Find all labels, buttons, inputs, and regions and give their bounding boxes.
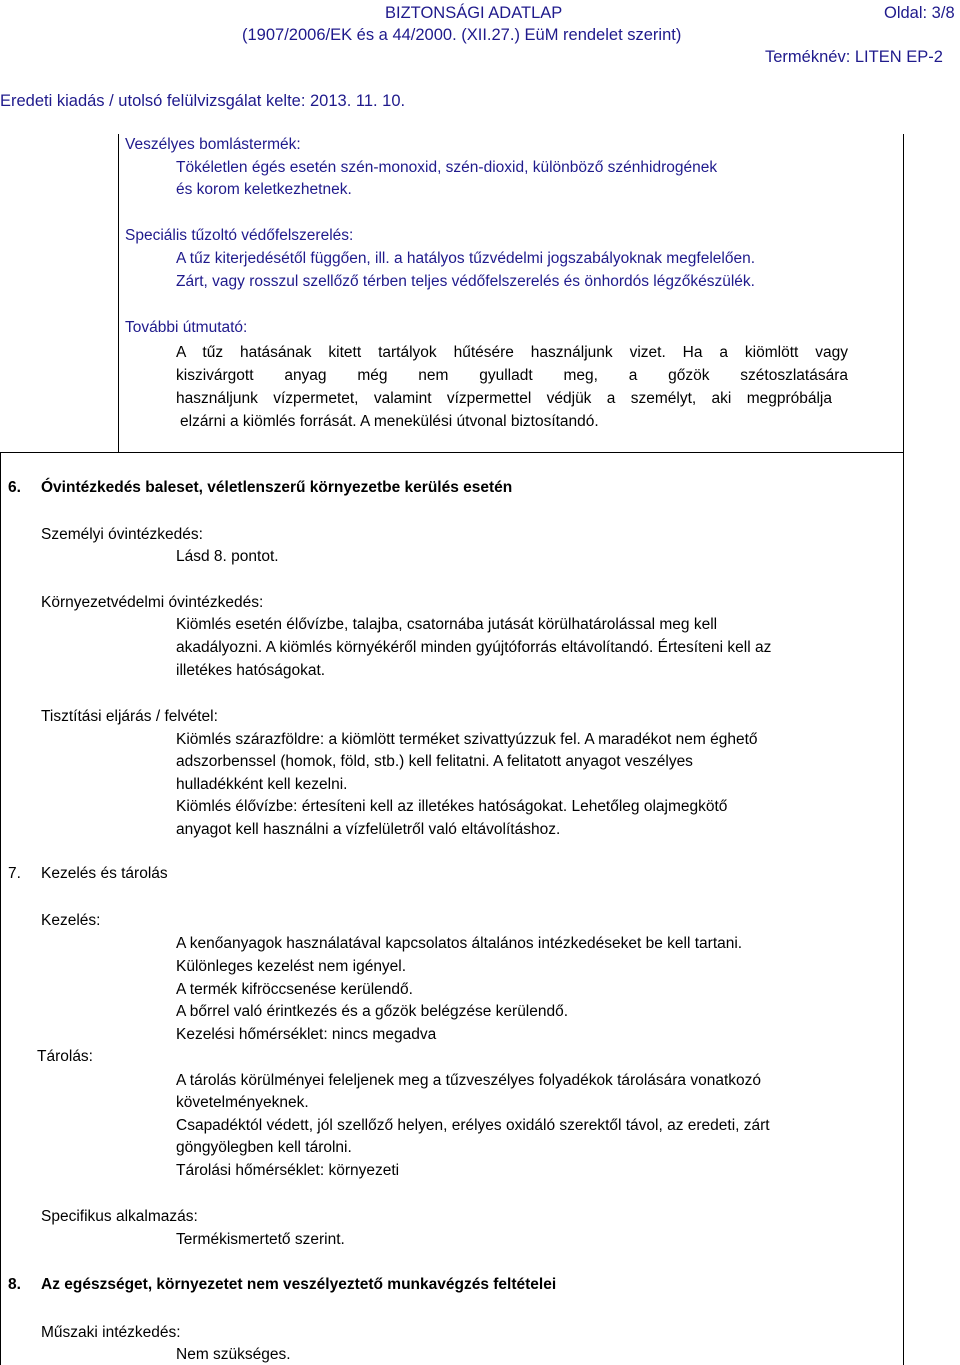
storage-line: Csapadéktól védett, jól szellőző helyen, erélyes oxidáló szerektől távol, az eredeti, zárt [176, 1117, 770, 1134]
handling-line: Kezelési hőmérséklet: nincs megadva [176, 1026, 437, 1043]
personal-precautions-label: Személyi óvintézkedés: [41, 526, 203, 543]
section7-number: 7. [8, 865, 21, 882]
handling-line: A bőrrel való érintkezés és a gőzök belégzése kerülendő. [176, 1003, 569, 1020]
handling-line: Különleges kezelést nem igényel. [176, 958, 407, 975]
personal-precautions-line: Lásd 8. pontot. [176, 548, 279, 565]
storage-line: göngyölegben kell tárolni. [176, 1139, 352, 1156]
section7-title: Kezelés és tárolás [41, 865, 168, 882]
handling-label: Kezelés: [41, 912, 101, 929]
hazardous-products-line: és korom keletkezhetnek. [176, 181, 352, 198]
environmental-precautions-line: illetékes hatóságokat. [176, 662, 326, 679]
further-guidance-line: A tűz hatásának kitett tartályok hűtésére használjunk vizet. Ha a kiömlött vagy [176, 344, 848, 361]
further-guidance-line: kiszivárgott anyag még nem gyulladt meg, a gőzök szétoszlatására [176, 367, 848, 384]
cleanup-procedure-label: Tisztítási eljárás / felvétel: [41, 708, 218, 725]
document-title: BIZTONSÁGI ADATLAP [385, 4, 563, 22]
cleanup-procedure-line: Kiömlés szárazföldre: a kiömlött terméket szivattyúzzuk fel. A maradékot nem éghető [176, 731, 758, 748]
handling-line: A kenőanyagok használatával kapcsolatos általános intézkedéseket be kell tartani. [176, 935, 743, 952]
cleanup-procedure-line: Kiömlés élővízbe: értesíteni kell az illetékes hatóságokat. Lehetőleg olajmegkötő [176, 798, 728, 815]
section8-number: 8. [8, 1276, 21, 1293]
section5-left-border [118, 134, 119, 452]
product-name: Terméknév: LITEN EP-2 [765, 48, 943, 66]
cleanup-procedure-line: hulladékként kell kezelni. [176, 776, 348, 793]
storage-line: követelményeknek. [176, 1094, 309, 1111]
storage-label: Tárolás: [37, 1048, 93, 1065]
specific-use-label: Specifikus alkalmazás: [41, 1208, 198, 1225]
engineering-controls-line: Nem szükséges. [176, 1346, 291, 1363]
environmental-precautions-line: Kiömlés esetén élővízbe, talajba, csatornába jutását körülhatárolással meg kell [176, 616, 718, 633]
firefighter-equipment-label: Speciális tűzoltó védőfelszerelés: [125, 227, 354, 244]
engineering-controls-label: Műszaki intézkedés: [41, 1324, 181, 1341]
storage-line: A tárolás körülményei feleljenek meg a tűzveszélyes folyadékok tárolására vonatkozó [176, 1072, 762, 1089]
page-right-border [903, 452, 904, 1365]
specific-use-line: Termékismertető szerint. [176, 1231, 345, 1248]
hazardous-products-line: Tökéletlen égés esetén szén-monoxid, szén-dioxid, különböző szénhidrogének [176, 159, 718, 176]
section6-title: Óvintézkedés baleset, véletlenszerű környezetbe kerülés esetén [41, 479, 513, 496]
section8-title: Az egészséget, környezetet nem veszélyeztető munkavégzés feltételei [41, 1276, 557, 1293]
section5-right-border [903, 134, 904, 452]
firefighter-equipment-line: A tűz kiterjedésétől függően, ill. a hatályos tűzvédelmi jogszabályoknak megfelelően. [176, 250, 756, 267]
further-guidance-label: További útmutató: [125, 319, 248, 336]
issue-date: Eredeti kiadás / utolsó felülvizsgálat kelte: 2013. 11. 10. [0, 92, 406, 110]
handling-line: A termék kifröccsenése kerülendő. [176, 981, 413, 998]
page-number: Oldal: 3/8 [884, 4, 955, 22]
environmental-precautions-line: akadályozni. A kiömlés környékéről minden gyújtóforrás eltávolítandó. Értesíteni kell az [176, 639, 772, 656]
environmental-precautions-label: Környezetvédelmi óvintézkedés: [41, 594, 264, 611]
firefighter-equipment-line: Zárt, vagy rosszul szellőző térben teljes védőfelszerelés és önhordós légzőkészülék. [176, 273, 755, 290]
cleanup-procedure-line: adszorbenssel (homok, föld, stb.) kell felitatni. A felitatott anyagot veszélyes [176, 753, 693, 770]
cleanup-procedure-line: anyagot kell használni a vízfelületről való eltávolításhoz. [176, 821, 561, 838]
further-guidance-line: használjunk vízpermetet, valamint vízpermettel védjük a személyt, aki megpróbálja [176, 390, 832, 407]
further-guidance-line: elzárni a kiömlés forrását. A menekülési útvonal biztosítandó. [180, 413, 599, 430]
regulation-reference: (1907/2006/EK és a 44/2000. (XII.27.) EüM rendelet szerint) [242, 26, 682, 44]
section5-bottom-rule [0, 452, 903, 453]
page-left-border [0, 452, 1, 1365]
section6-number: 6. [8, 479, 21, 496]
further-guidance-text [176, 341, 848, 433]
storage-line: Tárolási hőmérséklet: környezeti [176, 1162, 400, 1179]
hazardous-products-label: Veszélyes bomlástermék: [125, 136, 301, 153]
